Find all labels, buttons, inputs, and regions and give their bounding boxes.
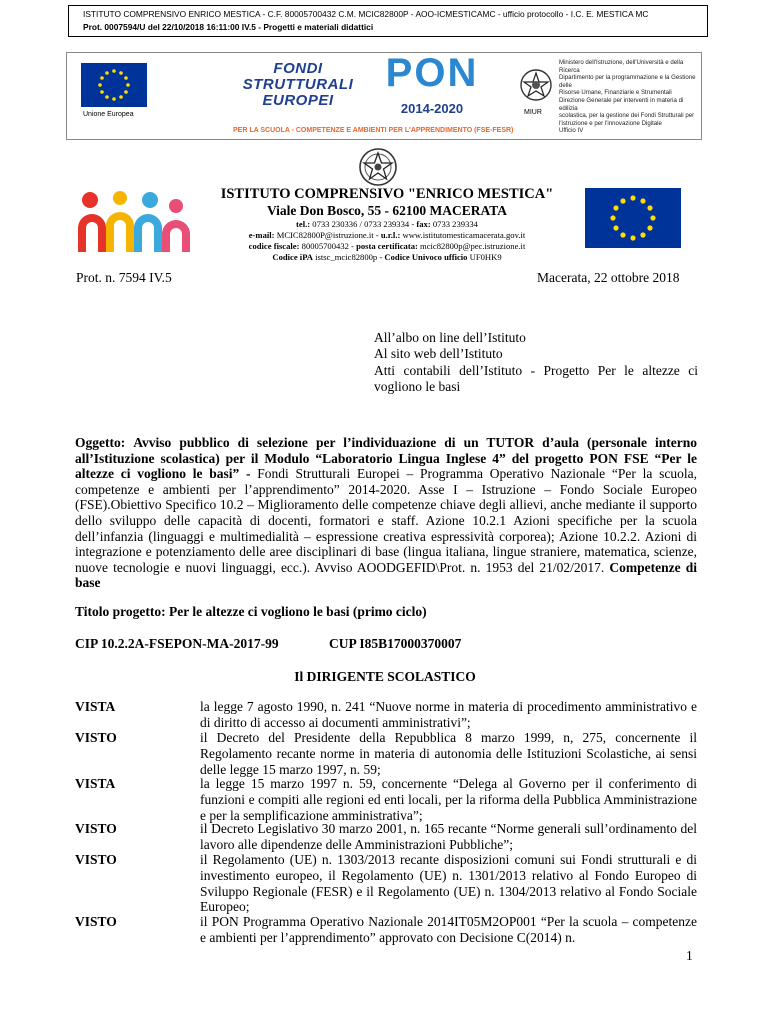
contact-phone-line: tel.: 0733 230336 / 0733 239334 - fax: 0733 239334: [296, 219, 478, 229]
subject-bold-tail: Competenze di base: [75, 559, 698, 591]
fax-label: fax:: [416, 219, 431, 229]
pon-banner: [66, 52, 702, 140]
ministry-line: l'istruzione e per l'innovazione Digitale: [559, 119, 662, 127]
vista-label: VISTO: [75, 821, 117, 836]
email-label: e-mail:: [248, 230, 275, 240]
letter-date: Macerata, 22 ottobre 2018: [537, 270, 680, 285]
vista-text: il Decreto del Presidente della Repubblica 8 marzo 1999, n, 275, concernente il Regolamento recante norme in materia di autonomia delle Istituzioni Scolastiche, ai sensi delle legge 15 marzo 1997, n. 59;: [200, 730, 697, 777]
miur-emblem-icon: [519, 65, 553, 110]
contact-email-line: e-mail: MCIC82800P@istruzione.it - u.r.l.: www.istitutomesticamacerata.gov.it: [248, 230, 526, 240]
cf-label: codice fiscale:: [248, 241, 300, 251]
cip-code: CIP 10.2.2A-FSEPON-MA-2017-99: [75, 636, 279, 651]
pon-logo: [373, 51, 491, 121]
phone-label: tel.:: [296, 219, 311, 229]
email-value[interactable]: MCIC82800P@istruzione.it: [276, 230, 374, 240]
project-title: Titolo progetto: Per le altezze ci vogliono le basi (primo ciclo): [75, 604, 427, 619]
vista-text: il Regolamento (UE) n. 1303/2013 recante disposizioni comuni sui Fondi strutturali e di investimento europeo, il Regolamento (UE) n. 1301/2013 relativo al Fondo Europeo di Sviluppo Regionale (FESR) e il Regolamento (UE) n. 1304/2013 relativo al Fondo Sociale Europeo;: [200, 852, 697, 915]
fax-value: 0733 239334: [432, 219, 478, 229]
dirigente-heading: Il DIRIGENTE SCOLASTICO: [294, 669, 476, 684]
vista-label: VISTO: [75, 852, 117, 867]
contact-cf-line: codice fiscale: 80005700432 - posta certificata: mcic82800p@pec.istruzione.it: [248, 241, 526, 251]
vista-text: la legge 7 agosto 1990, n. 241 “Nuove norme in materia di procedimento amministrativo e di diritto di accesso ai documenti amministrativi”;: [200, 699, 697, 730]
protocol-number: Prot. n. 7594 IV.5: [76, 270, 172, 285]
vista-label: VISTO: [75, 730, 117, 745]
ministry-line: Ufficio IV: [559, 127, 584, 135]
school-logo-icon: [76, 190, 192, 259]
univoco-label: Codice Univoco ufficio: [384, 252, 468, 262]
cup-code: CUP I85B17000370007: [329, 636, 462, 651]
ipa-label: Codice iPA: [272, 252, 314, 262]
recipient-line: All’albo on line dell’Istituto: [374, 330, 526, 345]
school-name: ISTITUTO COMPRENSIVO "ENRICO MESTICA": [220, 186, 554, 202]
fondi-line-1: FONDI: [273, 60, 323, 77]
subject-bold-text: Avviso pubblico di selezione per l’individuazione di un TUTOR d’aula (personale interno all’Istituzione scolastica) per il Modulo “Laboratorio Lingua Inglese 4” del progetto PON FSE “Per le altezze ci vogliono le basi” -: [75, 435, 698, 482]
school-heading: [206, 186, 568, 263]
recipient-line: Al sito web dell’Istituto: [374, 346, 503, 362]
protocol-stamp: [68, 5, 708, 37]
eu-flag-icon: [81, 63, 147, 107]
pon-years: 2014-2020: [400, 101, 464, 116]
phone-value: 0733 230336 / 0733 239334: [312, 219, 410, 229]
pon-word: PON: [385, 51, 479, 95]
stamp-line-1: ISTITUTO COMPRENSIVO ENRICO MESTICA - C.F. 80005700432 C.M. MCIC82800P - AOO-ICMESTICAMC - ufficio protocollo - I.C. E. MESTICA MC: [83, 9, 649, 19]
url-label: u.r.l.:: [380, 230, 401, 240]
ministry-text: [559, 59, 699, 135]
recipients-block: [374, 330, 698, 395]
vista-text: il PON Programma Operativo Nazionale 2014IT05M2OP001 “Per la scuola – competenze e ambienti per l’apprendimento” approvato con Decisione C(2014) n.: [200, 914, 697, 945]
ministry-line: scolastica, per la gestione dei Fondi Strutturali per: [559, 112, 695, 120]
contact-ipa-line: Codice iPA istsc_mcic82800p - Codice Univoco ufficio UF0HK9: [272, 252, 502, 262]
recipient-line: Atti contabili dell’Istituto - Progetto Per le altezze ci vogliono le basi: [374, 362, 698, 394]
vista-label: VISTA: [75, 699, 116, 714]
fondi-line-2: STRUTTURALI: [242, 76, 354, 93]
ministry-line: Dipartimento per la programmazione e la Gestione delle: [559, 74, 696, 89]
page-number: 1: [686, 948, 693, 963]
vista-label: VISTO: [75, 914, 117, 929]
vista-text: la legge 15 marzo 1997 n. 59, concernente “Delega al Governo per il conferimento di funzioni e compiti alle regioni ed enti locali, per la riforma della Pubblica Amministrazione e per la semplificazione amministrativa”;: [200, 776, 697, 823]
subject-label: Oggetto:: [75, 435, 126, 450]
pon-tagline: PER LA SCUOLA - COMPETENZE E AMBIENTI PER L'APPRENDIMENTO (FSE-FESR): [233, 127, 514, 134]
school-address: Viale Don Bosco, 55 - 62100 MACERATA: [266, 203, 508, 218]
url-value[interactable]: www.istitutomesticamacerata.gov.it: [402, 230, 526, 240]
pec-label: posta certificata:: [356, 241, 418, 251]
subject-paragraph: [75, 435, 697, 591]
pec-value[interactable]: mcic82800p@pec.istruzione.it: [420, 241, 526, 251]
fondi-strutturali-logo: [235, 61, 361, 109]
ipa-value: istsc_mcic82800p: [315, 252, 378, 262]
ministry-line: Direzione Generale per interventi in materia di edilizia: [559, 96, 684, 112]
univoco-value: UF0HK9: [469, 252, 502, 262]
ministry-line: Risorse Umane, Finanziarie e Strumentali: [559, 89, 672, 97]
fondi-line-3: EUROPEI: [262, 92, 334, 109]
eu-flag-icon: [585, 188, 681, 248]
subject-body-text: Fondi Strutturali Europei – Programma Operativo Nazionale “Per la scuola, competenze e ambienti per l’apprendimento” 2014-2020. Asse I – Istruzione – Fondo Sociale Europeo (FSE).Obiettivo Specifico 10.2 – Miglioramento delle competenze chiave degli allievi, anche mediante il supporto dello sviluppo delle capacità di docenti, formatori e staff. Azione 10.2.1 Azioni specifiche per la scuola dell’infanzia (linguaggi e multimedialità – espressione creativa espressività corporea); Azione 10.2.2. Azioni di integrazione e potenziamento delle aree disciplinari di base (lingua italiana, lingue straniere, matematica, scienze, nuove tecnologie e nuovi linguaggi, ecc.). Avviso AOODGEFID\Prot. n. 1953 del 21/02/2017.: [75, 466, 698, 575]
stamp-line-2: Prot. 0007594/U del 22/10/2018 16:11:00 IV.5 - Progetti e materiali didattici: [83, 22, 374, 32]
eu-caption: Unione Europea: [83, 111, 134, 118]
miur-label: MIUR: [524, 109, 542, 116]
vista-text: il Decreto Legislativo 30 marzo 2001, n. 165 recante “Norme generali sull’ordinamento del lavoro alle dipendenze delle Amministrazioni Pubbliche”;: [200, 821, 697, 852]
ministry-line: Ministero dell'Istruzione, dell'Università e della Ricerca: [559, 59, 684, 74]
vista-label: VISTA: [75, 776, 116, 791]
cf-value: 80005700432: [301, 241, 349, 251]
